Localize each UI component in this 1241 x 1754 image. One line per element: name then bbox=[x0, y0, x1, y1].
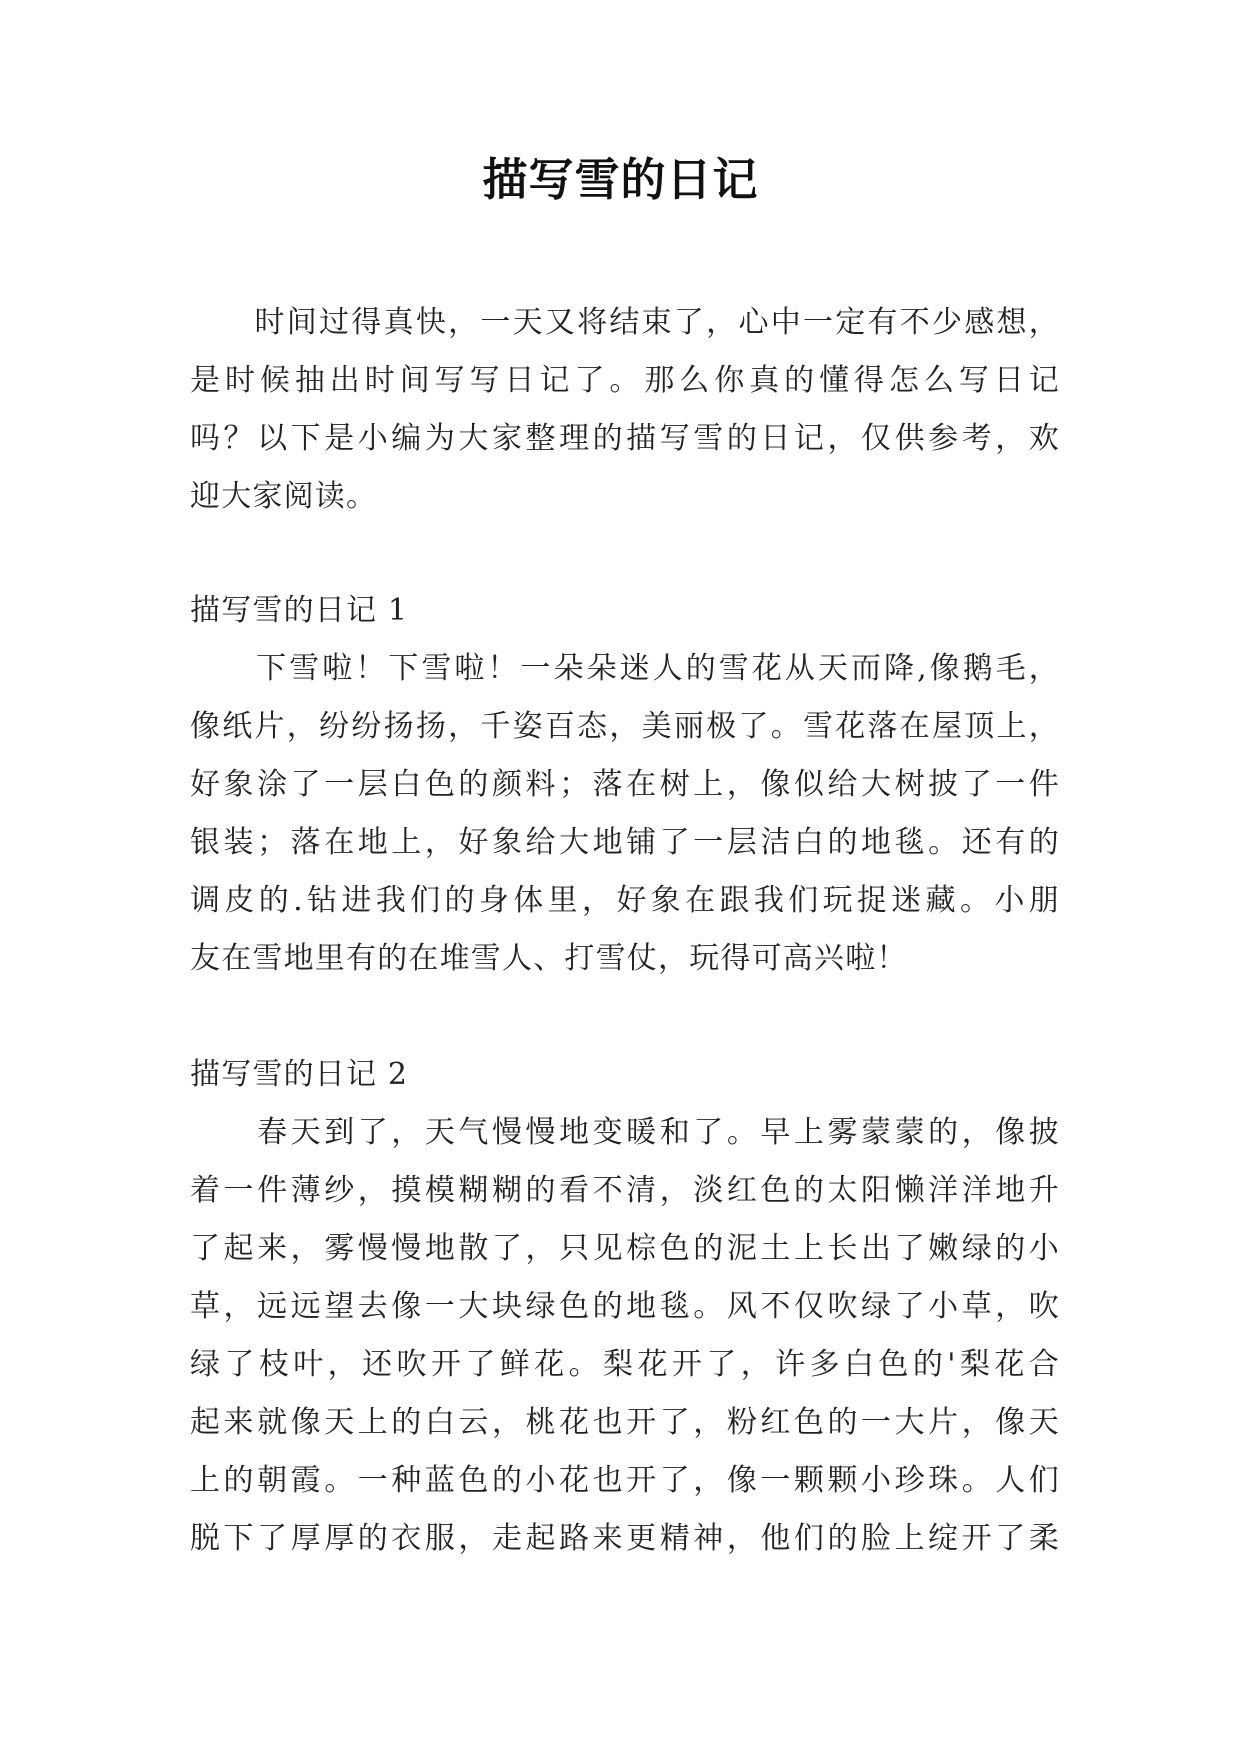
paragraph-line: 着一件薄纱，摸模糊糊的看不清，淡红色的太阳懒洋洋地升 bbox=[190, 1173, 1060, 1208]
paragraph-line: 下雪啦！下雪啦！一朵朵迷人的雪花从天而降,像鹅毛， bbox=[190, 651, 1060, 686]
paragraph-line: 春天到了，天气慢慢地变暖和了。早上雾蒙蒙的，像披 bbox=[190, 1115, 1060, 1150]
section-heading-2: 描写雪的日记 2 bbox=[190, 1057, 409, 1092]
section-paragraph-2 bbox=[190, 1104, 1060, 1568]
paragraph-line: 调皮的.钻进我们的身体里，好象在跟我们玩捉迷藏。小朋 bbox=[190, 883, 1060, 918]
intro-paragraph bbox=[190, 294, 1060, 526]
paragraph-line: 上的朝霞。一种蓝色的小花也开了，像一颗颗小珍珠。人们 bbox=[190, 1463, 1060, 1498]
section-heading-1: 描写雪的日记 1 bbox=[190, 593, 409, 628]
paragraph-line: 友在雪地里有的在堆雪人、打雪仗，玩得可高兴啦！ bbox=[190, 941, 908, 976]
paragraph-line: 迎大家阅读。 bbox=[190, 479, 378, 514]
paragraph-line: 吗？以下是小编为大家整理的描写雪的日记，仅供参考，欢 bbox=[190, 421, 1060, 456]
paragraph-line: 草，远远望去像一大块绿色的地毯。风不仅吹绿了小草，吹 bbox=[190, 1289, 1060, 1324]
section-paragraph-1 bbox=[190, 640, 1060, 988]
paragraph-line: 时间过得真快，一天又将结束了，心中一定有不少感想， bbox=[190, 305, 1060, 340]
paragraph-line: 了起来，雾慢慢地散了，只见棕色的泥土上长出了嫩绿的小 bbox=[190, 1231, 1060, 1266]
paragraph-line: 是时候抽出时间写写日记了。那么你真的懂得怎么写日记 bbox=[190, 363, 1060, 398]
paragraph-line: 银装；落在地上，好象给大地铺了一层洁白的地毯。还有的 bbox=[190, 825, 1060, 860]
paragraph-line: 绿了枝叶，还吹开了鲜花。梨花开了，许多白色的'梨花合 bbox=[190, 1347, 1060, 1382]
document-title: 描写雪的日记 bbox=[482, 153, 759, 206]
paragraph-line: 起来就像天上的白云，桃花也开了，粉红色的一大片，像天 bbox=[190, 1405, 1060, 1440]
paragraph-line: 脱下了厚厚的衣服，走起路来更精神，他们的脸上绽开了柔 bbox=[190, 1521, 1060, 1556]
paragraph-line: 好象涂了一层白色的颜料；落在树上，像似给大树披了一件 bbox=[190, 767, 1060, 802]
paragraph-line: 像纸片，纷纷扬扬，千姿百态，美丽极了。雪花落在屋顶上， bbox=[190, 709, 1060, 744]
